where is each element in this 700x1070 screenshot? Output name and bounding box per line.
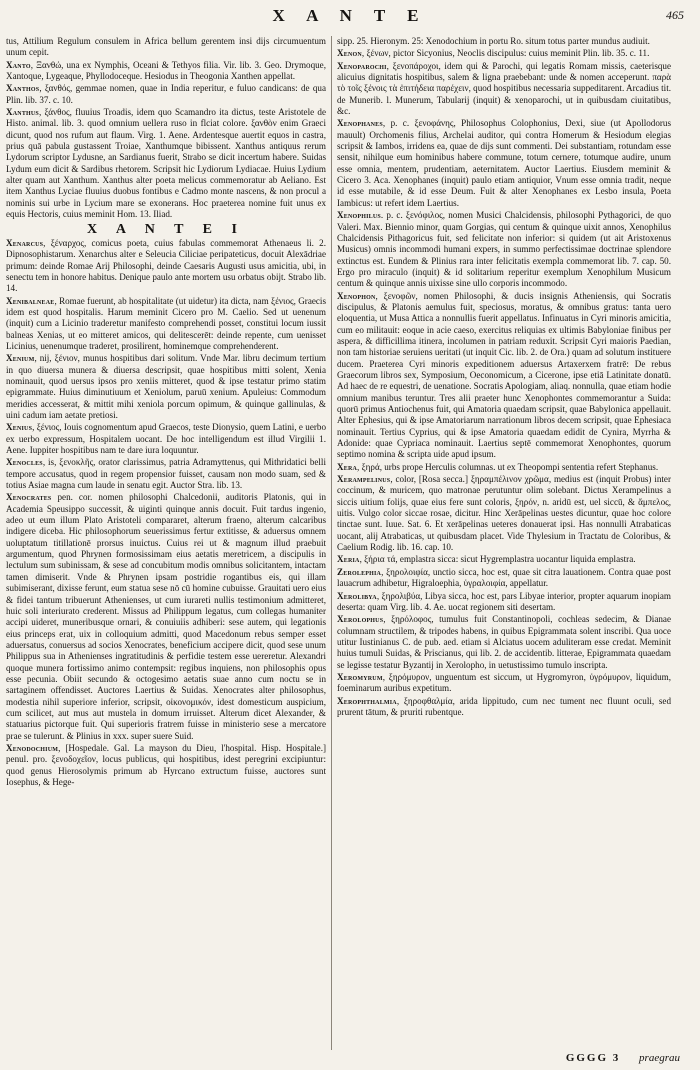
dictionary-entry bbox=[337, 210, 671, 289]
dictionary-entry bbox=[337, 291, 671, 461]
entry-text: , ξηρά, urbs prope Herculis columnas. ut ex Theopompi sententia refert Stephanus. bbox=[357, 461, 659, 472]
entry-text: , ξένιος, Iouis cognomentum apud Graecos, teste Dionysio, quem Latini, e uerbo ex uerbo expressum, Hospitalem uocant. De hoc intelligendum est illud Virgilii 1. Aene. Iuppiter hospitibus nam te dare iura loquuntur. bbox=[6, 422, 326, 456]
entry-text: , ξενοφῶν, nomen Philosophi, & ducis insignis Atheniensis, qui Socratis discipulus, & Platonis aemulus fuit, speciosus, moratus, & omnibus gratus: tanta uero eloquentia, ut Musa Attica a nonnullis fuerit appellatus. Infinuatus in Cyri minoris amicitia, cum eo militauit: eoque in acie caeso, exercitus reliquias ex ultimis Babyloniae finibus per aspera, & difficillima itinera, incolumen in patriam reduxit. Scripsit Cyri maioris Paedian, non tam historiae seruiens ueritati (ut inquit Cic. lib. 2. de Ora.) quam ad solutum instituere ducem. Praeterea Cyri minoris expeditionem aduersus Artaxerxem fratrē: De rebus Graecorum libros sex, Symposium, Oeconomicum, a Cicerone, ipse etiā Latinitate donatū. Ad haec de re equestri, de uenatione. Socratis Apologiam, aliaq. nonnulla, quae etiam hodie omnium manibus teruntur. Tres alii praeter hunc Xenophontes commemorantur a Suida: quorū primus Antiochenus fuit, qui Amatoria quaedam scripsit, quae Babylonica appellauit. Alter Ephesius, qui & ipse Amatoriarum narrationum libros decem scripsit, quae Ephesiaca nominauit. Tertius Cyprius, qui & ipse Amatoria quaedam edidit de Cynira, Myrrha & Adonide: quae Cypriaca nominauit. Laertius septē commemorat Xenophontes, quorum septimo nomina & scripta uide apud ipsum. bbox=[337, 290, 671, 460]
entry-headword: Xenophon bbox=[337, 290, 376, 301]
dictionary-entry bbox=[337, 554, 671, 565]
entry-headword: Xerolibya bbox=[337, 590, 377, 601]
dictionary-entry bbox=[337, 61, 671, 118]
continuation-text: sipp. 25. Hieronym. 25: Xenodochium in portu Ro. situm totus parter mundus audiuit. bbox=[337, 36, 650, 46]
entry-text: , ξενοπάροχοι, idem qui & Parochi, qui legatis Romam missis, caeterisque alicuius dignitatis hospitibus, salem & ligna praebebant: unde & nomen acceperunt. παρὰ τὸ τοῖς ξένοις τὰ ἐπιτήδεια παρέχειν, quod hospitibus necessaria suppeditarent. Arcadius tit. de Munerib. l. Munerum, Tabularij (inquit) & xenoparochi, ut in quibusdam ciuitatibus, &c. bbox=[337, 60, 671, 117]
dictionary-entry bbox=[6, 296, 326, 353]
entry-text: , p. c. ξενοφάνης, Philosophus Colophonius, Dexi, siue (ut Apollodorus mauult) Orchomenis filius, Archelai auditor, qui contra Homerum & Hesiodum elegias scripsit & Iambos, irridens ea, quae de dijs sunt commenti. Dei substantiam, rotundam esse sensit, nihilque eum hominibus habere commune, totum cernere, totumque audire, unum esse omnia, mentem, prudentiam, aeternitatem. Auctor Laertius. Eiusdem meminit & Cicero 3. Aca. Xenophanes (inquit) paulo etiam antiquior, Vnum esse omnia tradit, neque id esse mutabile, & id esse Deum. Fuit & alter Xenophanes ex Lesbo insula, Poeta Iambicus: ut refert idem Laertius. bbox=[337, 118, 671, 208]
dictionary-entry bbox=[337, 614, 671, 671]
dictionary-entry bbox=[337, 462, 671, 473]
entry-text: , color, [Rosa secca.] ξηραμπέλινον χρῶμα, medius est (inquit Probus) inter coccinum, & muricem, quo matronae perutuntur olim solebant. Dictus Xerampelinus a siccis uitium folijs, quae eius fere sunt coloris, ξηρόν, n. aridū est, uel siccū, & ἄμπελος, uitis. Vulgo color siccae rosae, dicitur. Hinc Xerāpelinas uestes dicuntur, quae hoc colore tinctae sunt. Iuue. Sat. 6. Et xerāpelinas ueteres donauerat ipsi. Has nonnulli Atrabaticas uocant, alij Atrabaticas, ut quibusdam placet. Vide Thylesium in Tractatu de Coloribus, & Caelium Rodig. lib. 16. cap. 10. bbox=[337, 474, 671, 553]
entry-list bbox=[6, 60, 326, 221]
dictionary-entry bbox=[6, 422, 326, 456]
entry-headword: Xeria bbox=[337, 554, 360, 565]
entry-text: , ξηρόλοφος, tumulus fuit Constantinopoli, cochleas sedecim, & Dianae columnam structilem, & tripodes habens, in quibus Epigrammata solent inscribi. Qua uoce utitur Iustinianus C. de pub. aed. etiam si Alciatus uocem aduliteram esse credat. Meminit huius tumuli Suidas, & Priscianus, qui lib. 2. de accidentib. litterae, Epigrammata quaedam se legisse testatur Byzantij in Xerolopho, in uetustissimo tumulo inscripta. bbox=[337, 614, 671, 670]
dictionary-entry bbox=[6, 457, 326, 491]
entry-text: , ξηρολιβύα, Libya sicca, hoc est, pars Libyae interior, propter aquarum inopiam deserta: quam Virg. lib. 4. Ae. uocat regionem siti desertam. bbox=[337, 590, 671, 612]
entry-list bbox=[6, 238, 326, 789]
signature-mark: GGGG 3 bbox=[565, 1052, 621, 1064]
right-column bbox=[337, 36, 671, 1050]
entry-headword: Xenophanes bbox=[337, 118, 383, 129]
entry-text: , nij, ξένιον, munus hospitibus dari solitum. Vnde Mar. libru decimum tertium in quo diuersa munera & diuersa descripsit, quae hospitibus mitti solent, Xenia nominauit, quod uersus ipsos pro xeniis mitteret, quod & ipse testatur primo statim epigrammate. Huius diminutiuum et Xeniolum, paruū xenium. Apuleius: Commodum meridies accesserat, & mittit mihi xeniola porcum opimum, & quinque gallinulas, & uini cadum iam aetate pretiosi. bbox=[6, 353, 326, 420]
entry-headword: Xenon bbox=[337, 48, 362, 59]
entry-text: , ξήρια τά, emplastra sicca: sicut Hygremplastra uocantur liquida emplastra. bbox=[359, 554, 636, 565]
entry-headword: Xanto bbox=[6, 59, 31, 70]
entry-headword: Xerolophus bbox=[337, 614, 384, 625]
entry-headword: Xenarcus bbox=[6, 237, 44, 248]
running-title: X A N T E bbox=[272, 6, 428, 25]
entry-text: , ξηρολοιφία, unctio sicca, hoc est, quae sit citra lauationem. Contra quae post lauacrum adhibetur, Higraloephia, ὑγραλοιφία, appellatur. bbox=[337, 566, 671, 589]
dictionary-entry bbox=[6, 353, 326, 421]
entry-text: pen. cor. nomen philosophi Chalcedonii, auditoris Platonis, qui in Academia Speusippo successit, & uiginti quinque annis docuit. Fuit tardus ingenio, adeo ut eum illum Plato Aristoteli compararet, alterum fraeno, alterum calcaribus indigere diceba. Hic philosophorum seuerissimus fertur extitisse, & aduersus omnem uoluptatum titillationē prorsus inuictus. Cuius rei ut & magnum illud praebuit argumentum, quod Phrynen formosissimam eius aetatis meretricem, a discipulis in lectulum sum subinissam, & sese ad concubitum modis omnibus solicitantem, intactam tamen dimiserit. Vnde & Phrynen ipsam postridie rogantibus eis, qui illam subimiserant, dixisse ferunt, eum statua sese nō cū homine cubuisse. Grauitati uero eius & fidei tantum tribuerunt Athenienses, ut cum iurareti nullis testimonium admitteret, huic soli interiurato crederent. Missus ad Philippum legatus, cum collegas humaniter accipi uideret, muneribusque ornari, & conuiuiis adhiberi: sese autem, qui legationis eius princeps erat, uix in colloquium admitti, quod Macedonum rebus semper esset aduersatus, conuersus ad socios Xenocrates, beneficium accipere dicit, quod sese unum Philippus sua in Athenienses ingratitudinis & perfidie testem esse uereretur. Alexandri quoque munera fortissimo animo contempsit: regibus inquiens, non philosophis opus esse pecunia. Obiit secundo & octogesimo aetatis suae anno cum noctu se in sartaginem offendisset. Auctores Laertius & Suidas. Xenocrates alter philosophus, modestia nihil superiore inferior, scripsit, οἰκονομικόν, idest domesticum auspicium, cum scilicet, aut mus aut mustela in domum irruisset. Alterum dicet Alexander, & statuarius pictorque fuit. Qui superioris fratrem fuisse in ministerio sese a mercatore prae se tulerunt. & Plinius in xxx. super suere Suid. bbox=[6, 492, 326, 741]
dictionary-entry bbox=[337, 118, 671, 209]
entry-text: , ξηρόμυρον, unguentum est siccum, ut Hygromyron, ὑγρόμυρον, liquidum, foeminarum auribus expetitum. bbox=[337, 671, 671, 694]
page-header bbox=[0, 6, 700, 30]
dictionary-entry bbox=[6, 60, 326, 83]
entry-text: , Romae fuerunt, ab hospitalitate (ut uidetur) ita dicta, nam ξένιος, Graecis idem est quod hospitalis. Harum meminit Cicero pro M. Caelio. Sed ut uenenum (inquit) cum a Licinio traderetur manifesto comprehendi posset, constitui locum iussit balneas Xenias, ut eo mitteret amicos, qui delitescerēt: deinde repente, cum uenisset Licinius, uenenumque traderet, prosilirent, hominemque comprehenderent. bbox=[6, 295, 326, 351]
dictionary-entry bbox=[6, 107, 326, 220]
dictionary-entry bbox=[6, 238, 326, 295]
entry-headword: Xenoparochi bbox=[337, 60, 387, 71]
entry-text: . p. c. ξενόφιλος, nomen Musici Chalcidensis, philosophi Pythagorici, de quo Valeri. Max. Biennio minor, quam Gorgias, qui centum & quinque uixit annos, Xenophilus Chalcidensis Pithagoricus fuit, sed felicitate non inferior: si quidem (ut ait Aristoxenus Musicus) omnis incommodi humani expers, in summo perfectissimae doctrinae splendore extinctus est. Eundem & Plinius rara inter felicitatis exempla commemorat lib. 7. cap. 50. Ergo pro miraculo (inquit) & id solitarium reperitur exemplum Xenophilum Musicum centum & quinque annis uixisse sine ullo corporis incommodo. bbox=[337, 210, 671, 289]
entry-text: , ξανθός, gemmae nomen, quae in India reperitur, e fuluo candicans: de qua Plin. lib. 37. c. 10. bbox=[6, 83, 326, 105]
dictionary-entry bbox=[337, 567, 671, 590]
entry-text: , ξέναρχος, comicus poeta, cuius fabulas commemorat Athenaeus li. 2. Dipnosophistarum. Xenarchus alter e Seleucia Ciliciae peripateticus, docuit Alexādriae primum: deinde Romae Arij Philosophi, deinde Caesaris Augusti usus amicitia, ubi, in senectu tem in honore habitus. Denique paulo ante mortem usu orbatus obijt. Strabo lib. 14. bbox=[6, 237, 326, 294]
entry-text: , Ξανθώ, una ex Nymphis, Oceani & Tethyos filia. Vir. lib. 3. Geo. Drymoque, Xantoque, Lygeaque, Phyllodoceque. Hesiodus in Theogonia Xanthen appellat. bbox=[6, 59, 326, 82]
catchword: praegrau bbox=[639, 1052, 680, 1064]
column-divider bbox=[331, 36, 332, 1050]
left-column bbox=[6, 36, 326, 1050]
entry-headword: Xerampelinus bbox=[337, 474, 391, 485]
dictionary-entry bbox=[6, 83, 326, 106]
page-footer bbox=[566, 1052, 680, 1064]
dictionary-entry bbox=[337, 591, 671, 614]
page-number: 465 bbox=[666, 8, 684, 22]
dictionary-entry bbox=[337, 474, 671, 553]
entry-list bbox=[337, 48, 671, 718]
entry-headword: Zerolephia bbox=[337, 566, 382, 577]
entry-headword: Xera bbox=[337, 461, 358, 472]
dictionary-entry bbox=[337, 48, 671, 59]
continuation-text: tus, Attilium Regulum consulem in Africa bellum gerentem insi dijs circumuentum unum cepit. bbox=[6, 36, 326, 58]
dictionary-entry bbox=[337, 672, 671, 695]
entry-headword: Xenius bbox=[6, 422, 33, 433]
entry-text: , ξηροφθαλμία, arida lippitudo, cum nec tument nec fluunt oculi, sed prurent tātum, & pruriti rubentque. bbox=[337, 695, 671, 717]
entry-headword: Xanthos bbox=[6, 83, 40, 94]
entry-text: , is, ξενοκλῆς, orator clarissimus, patria Adramyttenus, qui Mithridatici belli tempore accusatus, quod in regem propensior fuisset, causam non modo suam, sed & totius Asiae magna cum laude in senatu egit. Auctor Stra. lib. 13. bbox=[6, 457, 326, 491]
entry-text: , ξένων, pictor Sicyonius, Neoclis discipulus: cuius meminit Plin. lib. 35. c. 11. bbox=[361, 48, 650, 59]
entry-text: , [Hospedale. Gal. La mayson du Dieu, l'hospital. Hisp. Hospitale.] penul. pro. ξενοδοχεῖον, locus publicus, qui hospitibus, idest peregrini excipiuntur: quod genus Hierosolymis primum ab Hyrcano extructum fuisse, auctores sunt Iosephus, & Hege- bbox=[6, 742, 326, 787]
entry-headword: Xenium bbox=[6, 353, 35, 364]
entry-headword: Xenocles bbox=[6, 457, 43, 468]
entry-headword: Xenocrates bbox=[6, 492, 52, 503]
dictionary-entry bbox=[6, 492, 326, 742]
dictionary-entry bbox=[337, 696, 671, 719]
entry-headword: Xenophilus bbox=[337, 210, 381, 221]
section-heading: X A N T E I bbox=[87, 221, 245, 237]
entry-headword: Xeromyrum bbox=[337, 671, 383, 682]
entry-headword: Xenibalneae bbox=[6, 295, 55, 306]
entry-headword: Xenodochium bbox=[6, 742, 59, 753]
entry-headword: Xerophthalmia bbox=[337, 695, 397, 706]
dictionary-entry bbox=[6, 743, 326, 788]
entry-text: , ξάνθος, fluuius Troadis, idem quo Scamandro ita dictus, teste Aristotele de Histo. animal. lib. 3. quod omnium uellera ruso in flciat colore. ξανθὸν enim Graeci dicunt, quod nos rufum aut flaum. Virg. 1. Aene. Ardentesque auertit equos in castra, prius quā pabula gustassent Troiae, Xanthumque bibissent. Xanthus antiquus rerum Lydorum scriptor Lydusne, an Sardianus fuerit, Strabo se dicit incertum habere. Suidas Lydum eum dicit & Sardibus rhetorem. Scripsit hic Lydiorum Lydiacae. Huius Lydium alter quam aut Xanthum. Xanthus alter poeta melicus commemoratur ab Aeliano. Est item Xanthus Lyciae fluuius duobus fontibus e Cadmo monte nascens, & non procul a nominis sui urbe in Lycium mare se exonerans. Hoc praeterea nomine fuit unus ex equis Hectoris, cuius meminit Hom. 13. Iliad. bbox=[6, 107, 326, 220]
entry-headword: Xanthus bbox=[6, 107, 39, 118]
